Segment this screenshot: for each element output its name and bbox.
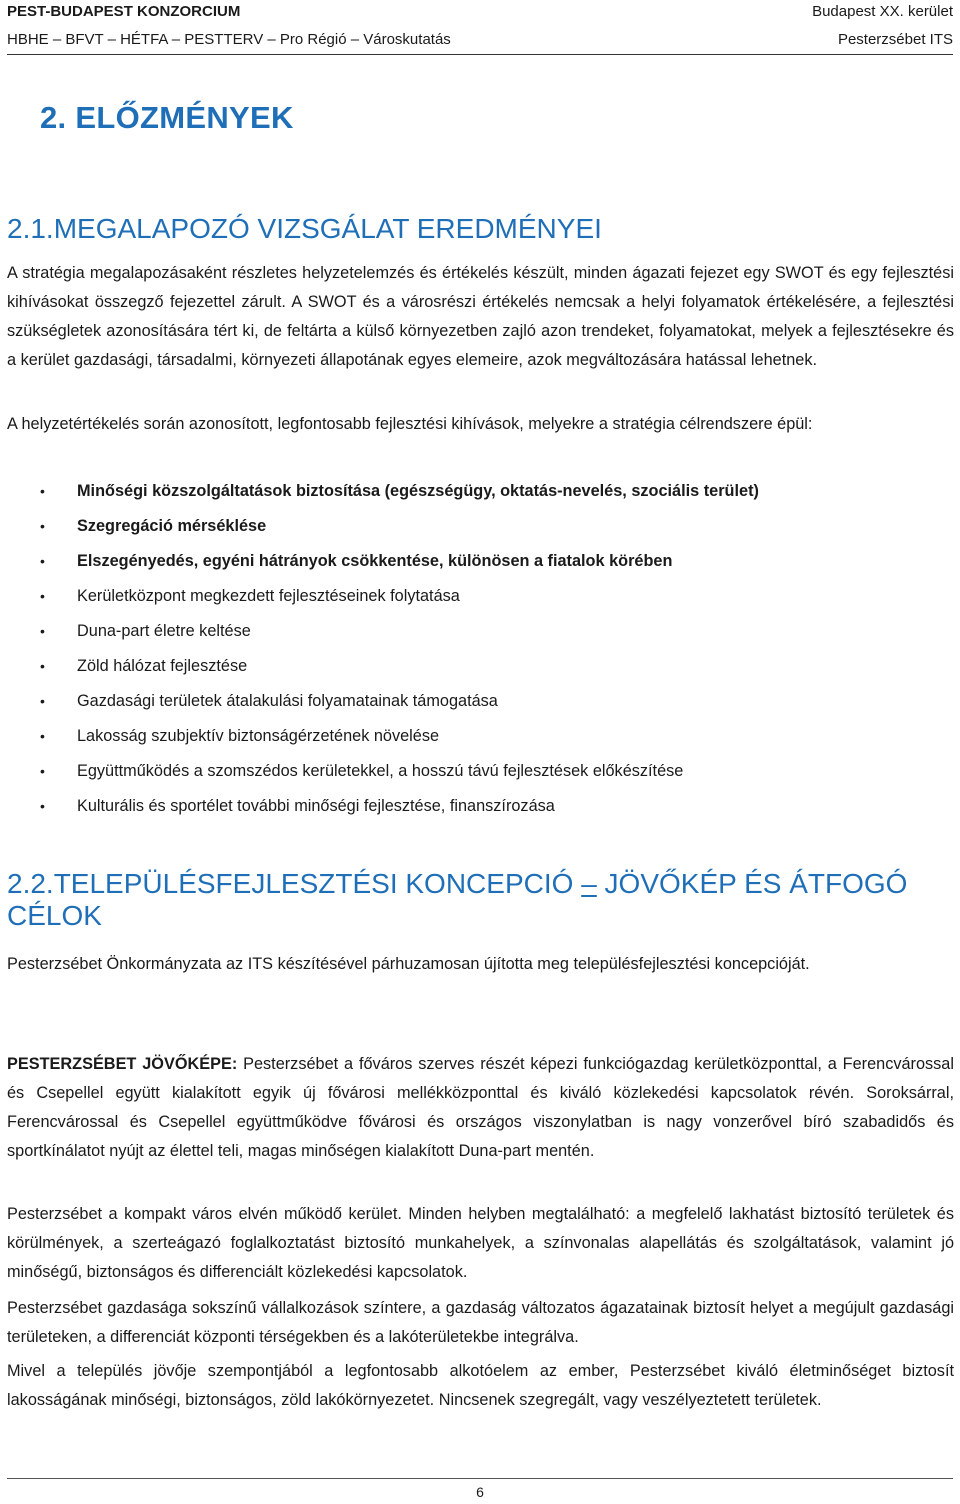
section2-paragraph-5: Mivel a település jövője szempontjából a legfontosabb alkotóelem az ember, Pesterzsébet kiváló életminőséget biztosít lakosságának minőségi, biztonságos, zöld lakókörnyezetet. Nincsenek szegregált, vagy veszélyeztetett területek.	[7, 1362, 954, 1409]
page-number: 6	[476, 1484, 484, 1500]
bullet-icon: •	[40, 623, 45, 639]
list-item: • Gazdasági területek átalakulási folyamatainak támogatása	[0, 684, 759, 719]
header-row-2	[7, 28, 953, 52]
bullet-icon: •	[40, 588, 45, 604]
list-item: • Szegregáció mérséklése	[0, 509, 759, 544]
bullet-icon: •	[40, 483, 45, 499]
challenges-list	[0, 474, 759, 824]
bullet-icon: •	[40, 798, 45, 814]
section2-paragraph-3: Pesterzsébet a kompakt város elvén működő kerület. Minden helyben megtalálható: a megfelelő lakhatást biztosító területek és körülmények, a szerteágazó foglalkoztatást biztosító munkahelyek, a színvonalas alapellátás és szolgáltatások, valamint jó minőségű, biztonságos és differenciált közlekedési kapcsolatok.	[7, 1205, 954, 1281]
header-members: HBHE – BFVT – HÉTFA – PESTTERV – Pro Régió – Városkutatás	[7, 31, 451, 48]
bullet-icon: •	[40, 763, 45, 779]
footer-divider	[7, 1478, 953, 1479]
page-header	[7, 0, 953, 56]
section2-paragraph-4: Pesterzsébet gazdasága sokszínű vállalkozások színtere, a gazdaság változatos ágazatainak biztosít helyet a megújult gazdasági területeken, a differenciát központi térségekben és a lakóterületekbe integrálva.	[7, 1299, 954, 1346]
list-item: • Zöld hálózat fejlesztése	[0, 649, 759, 684]
section1-paragraph-1: A stratégia megalapozásaként részletes helyzetelemzés és értékelés készült, minden ágazati fejezet egy SWOT és egy fejlesztési kihívásokat összegző fejezettel zárult. A SWOT és a városrészi értékelés nemcsak a helyi folyamatok értékelésére, a fejlesztési szükségletek azonosítására tért ki, de feltárta a külső környezetben zajló azon trendeket, folyamatokat, melyek a fejlesztésekre és a kerület gazdasági, társadalmi, környezeti állapotának egyes elemeire, azok megváltozására hatással lehetnek.	[7, 264, 954, 369]
header-row-1	[7, 0, 953, 24]
list-item: • Minőségi közszolgáltatások biztosítása (egészségügy, oktatás-nevelés, szociális terület)	[0, 474, 759, 509]
header-org: PEST-BUDAPEST KONZORCIUM	[7, 3, 241, 20]
vision-text: Pesterzsébet a főváros szerves részét képezi funkciógazdag kerületközponttal, a Ferencvárossal és Csepellel együtt kialakított egyik új fővárosi mellékközponttal és kiváló közlekedési kapcsolatok révén. Soroksárral, Ferencvárossal és Csepellel együttműködve fővárosi és országos viszonylatban is nagy vonzerővel bíró szabadidős és sportkínálatot nyújt az élettel teli, magas minőségen kialakított Duna-part mentén.	[7, 1055, 954, 1160]
header-divider	[7, 54, 953, 55]
vision-paragraph	[7, 1050, 954, 1166]
header-doc: Pesterzsébet ITS	[837, 31, 953, 48]
list-item: • Kerületközpont megkezdett fejlesztéseinek folytatása	[0, 579, 759, 614]
bullet-icon: •	[40, 518, 45, 534]
bullet-icon: •	[40, 728, 45, 744]
chapter-title: 2. ELŐZMÉNYEK	[40, 100, 294, 135]
header-district: Budapest XX. kerület	[812, 3, 953, 20]
bullet-icon: •	[40, 658, 45, 674]
bullet-icon: •	[40, 553, 45, 569]
section1-paragraph-2: A helyzetértékelés során azonosított, legfontosabb fejlesztési kihívások, melyekre a stratégia célrendszere épül:	[7, 415, 813, 433]
list-item: • Együttműködés a szomszédos kerületekkel, a hosszú távú fejlesztések előkészítése	[0, 754, 759, 789]
section2-paragraph-1: Pesterzsébet Önkormányzata az ITS készítésével párhuzamosan újította meg településfejlesztési koncepcióját.	[7, 955, 810, 973]
vision-label: PESTERZSÉBET JÖVŐKÉPE:	[7, 1055, 238, 1073]
list-item: • Elszegényedés, egyéni hátrányok csökkentése, különösen a fiatalok körében	[0, 544, 759, 579]
section-title-2-1: 2.1.MEGALAPOZÓ VIZSGÁLAT EREDMÉNYEI	[7, 213, 602, 244]
bullet-icon: •	[40, 693, 45, 709]
list-item: • Duna-part életre keltése	[0, 614, 759, 649]
list-item: • Lakosság szubjektív biztonságérzetének növelése	[0, 719, 759, 754]
section-title-2-2-text: 2.2.TELEPÜLÉSFEJLESZTÉSI KONCEPCIÓ – JÖVŐKÉP ÉS ÁTFOGÓ CÉLOK	[7, 868, 908, 931]
list-item: • Kulturális és sportélet további minőségi fejlesztése, finanszírozása	[0, 789, 759, 824]
section-title-2-2	[7, 868, 960, 932]
